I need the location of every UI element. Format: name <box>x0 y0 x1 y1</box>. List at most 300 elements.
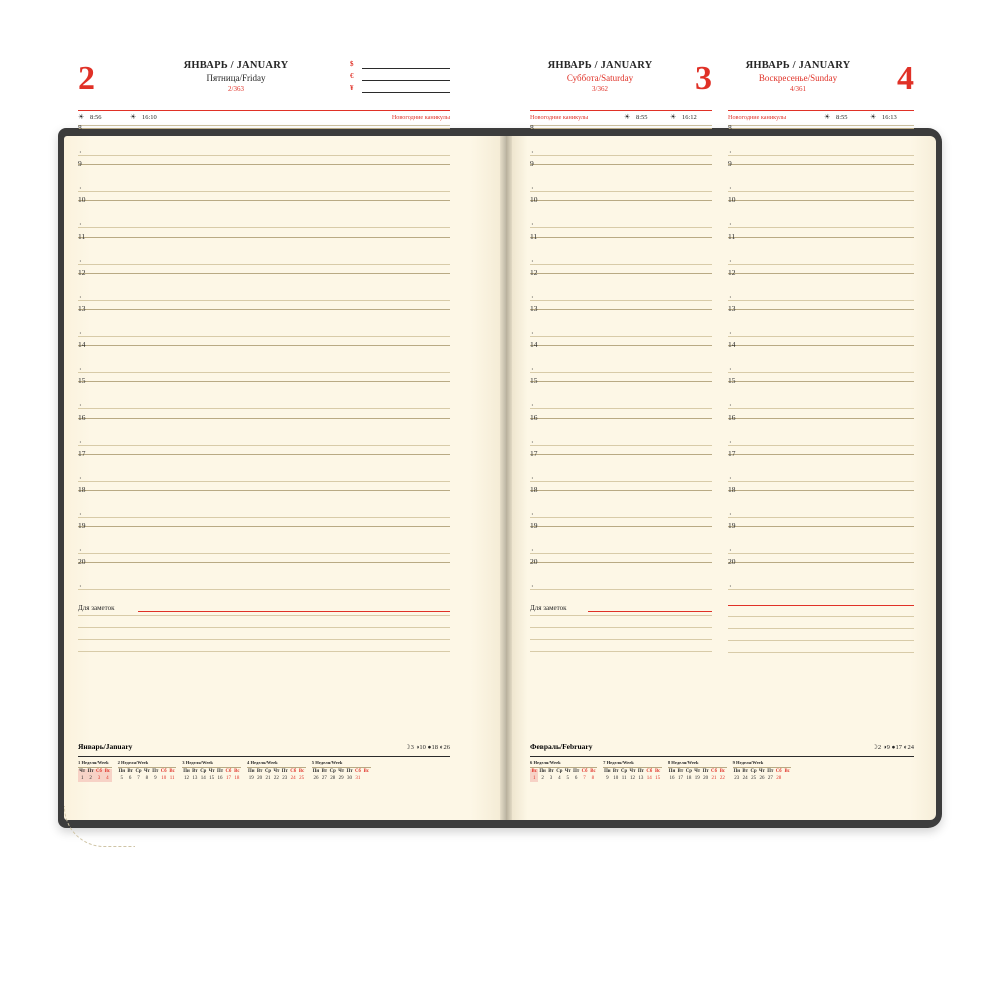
notes-block-2[interactable] <box>78 604 450 663</box>
half-hour-row[interactable] <box>728 146 914 164</box>
mini-day[interactable]: 28 <box>776 775 782 781</box>
notes-first-rule <box>728 605 914 606</box>
mini-day[interactable]: 1 <box>78 776 86 783</box>
hour-row[interactable] <box>728 376 914 399</box>
hour-label: 19 <box>78 521 86 531</box>
hour-row[interactable] <box>728 412 914 436</box>
half-hour-row[interactable] <box>78 508 450 526</box>
mini-day[interactable]: 10 <box>613 775 619 781</box>
notes-line[interactable] <box>728 628 914 640</box>
mini-dow: Вт <box>256 769 263 774</box>
hour-label: 20 <box>78 557 86 567</box>
half-hour-row[interactable] <box>728 472 914 490</box>
hour-label: 13 <box>728 303 736 313</box>
mini-day[interactable]: 26 <box>313 775 319 781</box>
sun-times-row-2 <box>78 111 450 125</box>
mini-calendar-week[interactable] <box>247 760 306 782</box>
mini-day[interactable]: 15 <box>209 775 215 781</box>
hour-label: 17 <box>530 448 538 458</box>
half-hour-row[interactable] <box>530 580 712 598</box>
hour-row[interactable] <box>728 231 914 255</box>
half-hour-dot: · <box>531 256 534 266</box>
mini-dow: Пн <box>118 769 125 774</box>
half-hour-rule <box>530 589 712 590</box>
mini-dow: Пт <box>637 769 644 774</box>
half-hour-row[interactable] <box>78 472 450 490</box>
week-label: 1 Неделя/Week <box>78 760 112 768</box>
half-hour-rule <box>530 264 712 265</box>
hour-row[interactable] <box>530 267 712 291</box>
mini-dow: Пт <box>346 769 353 774</box>
half-hour-dot: · <box>531 184 534 194</box>
mini-day[interactable]: 30 <box>347 775 353 781</box>
half-hour-rule <box>530 517 712 518</box>
hour-row[interactable] <box>78 303 450 327</box>
half-hour-row[interactable] <box>530 544 712 562</box>
mini-calendar-table <box>182 769 241 782</box>
half-hour-rule <box>78 589 450 590</box>
hour-row[interactable] <box>728 159 914 182</box>
half-hour-row[interactable] <box>78 291 450 309</box>
half-hour-rule <box>78 191 450 192</box>
sun-times-row-4 <box>728 111 914 125</box>
half-hour-row[interactable] <box>78 255 450 273</box>
hour-rule <box>78 381 450 382</box>
mini-day[interactable]: 1 <box>530 776 538 783</box>
hour-rule <box>530 526 712 527</box>
hour-row[interactable] <box>78 521 450 544</box>
hour-row[interactable] <box>728 448 914 472</box>
half-hour-row[interactable] <box>78 363 450 381</box>
hour-rule <box>530 273 712 274</box>
half-hour-row[interactable] <box>728 436 914 454</box>
notes-label: Для заметок <box>78 604 115 613</box>
hour-rule <box>728 562 914 563</box>
footer-month-title: Январь/January <box>78 742 133 751</box>
mini-dow: Чт <box>143 769 150 774</box>
half-hour-dot: · <box>531 220 534 230</box>
half-hour-row[interactable] <box>530 399 712 417</box>
half-hour-rule <box>728 445 914 446</box>
half-hour-dot: · <box>79 292 82 302</box>
hour-rule <box>78 200 450 201</box>
mini-day[interactable]: 8 <box>591 775 595 781</box>
notes-line[interactable] <box>78 639 450 651</box>
sun-row-divider <box>78 125 450 126</box>
week-label: 8 Неделя/Week <box>668 760 727 768</box>
half-hour-row[interactable] <box>530 436 712 454</box>
mini-dow: Пт <box>767 769 774 774</box>
mini-day[interactable]: 24 <box>290 775 296 781</box>
notes-line[interactable] <box>78 627 450 639</box>
half-hour-dot: · <box>79 365 82 375</box>
mini-day[interactable]: 23 <box>734 775 740 781</box>
mini-day[interactable]: 6 <box>574 775 578 781</box>
mini-dow: Ср <box>750 769 757 774</box>
holiday-note: Новогодние каникулы <box>391 114 450 121</box>
mini-dow: Вс <box>104 769 111 774</box>
half-hour-row[interactable] <box>728 291 914 309</box>
hour-grid-3[interactable] <box>530 123 712 598</box>
mini-calendar-week[interactable] <box>603 760 662 782</box>
mini-dow: Ср <box>264 769 272 774</box>
half-hour-rule <box>728 481 914 482</box>
half-hour-row[interactable] <box>728 363 914 381</box>
mini-dow: Сб <box>775 769 782 774</box>
half-hour-row[interactable] <box>78 146 450 164</box>
mini-day[interactable]: 24 <box>742 775 748 781</box>
half-hour-rule <box>78 155 450 156</box>
weekday-label: Пятница/Friday <box>206 73 266 83</box>
currency-symbol-yen: ¥ <box>350 84 354 92</box>
half-hour-row[interactable] <box>728 399 914 417</box>
mini-day[interactable]: 9 <box>606 775 609 781</box>
half-hour-dot: · <box>79 437 82 447</box>
mini-day[interactable]: 16 <box>217 775 223 781</box>
mini-dow: Чт <box>629 769 636 774</box>
mini-day[interactable]: 14 <box>200 775 206 781</box>
mini-day[interactable]: 3 <box>549 775 553 781</box>
mini-dow: Ср <box>556 769 563 774</box>
hour-rule <box>530 309 712 310</box>
mini-calendar-week[interactable] <box>530 760 597 782</box>
mini-day[interactable]: 19 <box>248 775 254 781</box>
mini-day[interactable]: 26 <box>759 775 765 781</box>
half-hour-row[interactable] <box>78 399 450 417</box>
hour-rule <box>78 418 450 419</box>
mini-day[interactable]: 10 <box>161 775 167 781</box>
notes-first-rule <box>588 611 712 612</box>
book-spine <box>500 136 512 820</box>
hour-row[interactable] <box>728 557 914 580</box>
half-hour-dot: · <box>729 220 732 230</box>
hour-rule <box>530 418 712 419</box>
mini-day[interactable]: 2 <box>86 776 94 783</box>
mini-day[interactable]: 2 <box>541 775 544 781</box>
sunset-time: 16:12 <box>682 114 697 121</box>
mini-day[interactable]: 21 <box>265 775 271 781</box>
sunset-time: 16:13 <box>882 114 897 121</box>
mini-day[interactable] <box>783 776 791 783</box>
hour-rule <box>78 237 450 238</box>
half-hour-dot: · <box>531 292 534 302</box>
hour-grid-2[interactable] <box>78 123 450 598</box>
hour-row[interactable] <box>530 484 712 508</box>
currency-row-yen[interactable] <box>350 84 450 96</box>
notes-line[interactable] <box>530 639 712 651</box>
mini-calendar-row-january[interactable] <box>78 760 450 782</box>
hour-label: 15 <box>728 376 736 386</box>
half-hour-row[interactable] <box>728 508 914 526</box>
day-of-year: 3/362 <box>592 85 608 93</box>
mini-dow: Сб <box>290 769 297 774</box>
mini-dow: Вс <box>234 769 240 774</box>
hour-rule <box>728 381 914 382</box>
mini-day[interactable]: 27 <box>767 775 773 781</box>
mini-day[interactable]: 23 <box>282 775 288 781</box>
mini-day[interactable]: 14 <box>646 775 652 781</box>
mini-day[interactable]: 9 <box>154 775 157 781</box>
mini-day[interactable]: 31 <box>355 775 361 781</box>
half-hour-row[interactable] <box>78 580 450 598</box>
notes-line[interactable] <box>530 627 712 639</box>
hour-row[interactable] <box>78 448 450 472</box>
half-hour-rule <box>728 191 914 192</box>
half-hour-row[interactable] <box>728 218 914 236</box>
mini-day[interactable]: 28 <box>330 775 336 781</box>
half-hour-row[interactable] <box>530 363 712 381</box>
hour-row[interactable] <box>530 340 712 363</box>
mini-day[interactable]: 4 <box>103 776 111 783</box>
mini-dow: Пт <box>702 769 709 774</box>
sunset-icon: ☀ <box>130 113 137 121</box>
hour-row[interactable] <box>78 412 450 436</box>
currency-writing-line[interactable] <box>362 92 450 93</box>
holiday-note: Новогодние каникулы <box>530 114 589 121</box>
half-hour-row[interactable] <box>78 436 450 454</box>
hour-row[interactable] <box>78 123 450 146</box>
mini-day[interactable]: 3 <box>95 776 103 783</box>
mini-day[interactable]: 13 <box>192 775 198 781</box>
notes-line[interactable] <box>530 651 712 663</box>
hour-row[interactable] <box>728 484 914 508</box>
half-hour-dot: · <box>79 473 82 483</box>
half-hour-rule <box>728 517 914 518</box>
hour-row[interactable] <box>530 376 712 399</box>
hour-row[interactable] <box>78 376 450 399</box>
footer-month-title: Февраль/February <box>530 742 593 751</box>
hour-row[interactable] <box>78 340 450 363</box>
hour-row[interactable] <box>78 195 450 218</box>
hour-row[interactable] <box>728 303 914 327</box>
mini-day[interactable]: 11 <box>621 775 627 781</box>
mini-day[interactable]: 20 <box>257 775 263 781</box>
mini-day[interactable]: 6 <box>128 775 132 781</box>
sunrise-time: 8:55 <box>836 114 848 121</box>
half-hour-row[interactable] <box>728 580 914 598</box>
day-column-2[interactable] <box>78 60 450 663</box>
half-hour-row[interactable] <box>530 327 712 345</box>
mini-day[interactable]: 11 <box>169 775 175 781</box>
half-hour-rule <box>530 481 712 482</box>
mini-calendar-week[interactable] <box>668 760 727 782</box>
mini-calendar-week[interactable] <box>733 760 792 782</box>
half-hour-rule <box>78 553 450 554</box>
half-hour-rule <box>78 481 450 482</box>
mini-calendar-week[interactable] <box>78 760 112 782</box>
mini-day[interactable]: 7 <box>583 775 586 781</box>
hour-row[interactable] <box>530 123 712 146</box>
hour-label: 10 <box>530 195 538 205</box>
notes-first-rule <box>138 611 450 612</box>
mini-day[interactable]: 20 <box>703 775 709 781</box>
hour-row[interactable] <box>728 521 914 544</box>
mini-day[interactable]: 8 <box>145 775 149 781</box>
mini-dow: Сб <box>711 769 717 774</box>
hour-rule <box>728 309 914 310</box>
mini-day[interactable]: 21 <box>711 775 717 781</box>
hour-label: 20 <box>530 557 538 567</box>
mini-day[interactable]: 22 <box>273 775 279 781</box>
mini-day[interactable]: 13 <box>638 775 644 781</box>
half-hour-row[interactable] <box>78 544 450 562</box>
mini-calendar-week[interactable] <box>118 760 177 782</box>
mini-day[interactable]: 17 <box>677 775 683 781</box>
mini-day[interactable]: 19 <box>694 775 700 781</box>
half-hour-row[interactable] <box>530 508 712 526</box>
currency-writing-line[interactable] <box>362 80 450 81</box>
mini-day[interactable]: 16 <box>669 775 675 781</box>
mini-day[interactable]: 27 <box>321 775 327 781</box>
mini-day[interactable]: 5 <box>566 775 569 781</box>
hour-label: 14 <box>728 340 736 350</box>
half-hour-rule <box>78 264 450 265</box>
hour-row[interactable] <box>530 231 712 255</box>
mini-calendar-row-february[interactable] <box>530 760 914 782</box>
day-number: 3 <box>695 60 712 97</box>
mini-day[interactable]: 22 <box>719 775 725 781</box>
notes-label: Для заметок <box>530 604 567 613</box>
half-hour-dot: · <box>729 582 732 592</box>
hour-rule <box>530 128 712 129</box>
mini-day[interactable]: 18 <box>686 775 692 781</box>
half-hour-row[interactable] <box>530 146 712 164</box>
day-column-3[interactable] <box>530 60 712 663</box>
hour-row[interactable] <box>78 231 450 255</box>
mini-day[interactable]: 25 <box>299 775 305 781</box>
half-hour-dot: · <box>729 546 732 556</box>
half-hour-rule <box>728 264 914 265</box>
notes-line[interactable] <box>78 651 450 663</box>
mini-day[interactable]: 12 <box>629 775 635 781</box>
notes-line[interactable] <box>530 615 712 627</box>
notes-line[interactable] <box>728 652 914 664</box>
hour-row[interactable] <box>530 412 712 436</box>
hour-grid-4[interactable] <box>728 123 914 598</box>
hour-label: 10 <box>78 195 86 205</box>
mini-day[interactable]: 7 <box>137 775 140 781</box>
hour-label: 16 <box>78 412 86 422</box>
hour-row[interactable] <box>530 195 712 218</box>
hour-row[interactable] <box>530 521 712 544</box>
hour-label: 13 <box>530 303 538 313</box>
day-column-4[interactable] <box>728 60 914 664</box>
mini-day[interactable]: 12 <box>183 775 189 781</box>
currency-writing-line[interactable] <box>362 68 450 69</box>
half-hour-row[interactable] <box>728 544 914 562</box>
currency-row-usd[interactable] <box>350 60 450 72</box>
mini-day[interactable]: 5 <box>120 775 123 781</box>
half-hour-row[interactable] <box>728 255 914 273</box>
mini-dow: Вт <box>548 769 554 774</box>
half-hour-row[interactable] <box>530 291 712 309</box>
hour-rule <box>728 454 914 455</box>
hour-row[interactable] <box>530 303 712 327</box>
hour-rule <box>728 200 914 201</box>
half-hour-row[interactable] <box>78 327 450 345</box>
hour-row[interactable] <box>530 448 712 472</box>
mini-day[interactable]: 29 <box>338 775 344 781</box>
sunrise-time: 8:55 <box>636 114 648 121</box>
mini-day[interactable]: 15 <box>655 775 661 781</box>
notes-line[interactable] <box>728 616 914 628</box>
hour-row[interactable] <box>728 123 914 146</box>
mini-dow: Сб <box>96 769 102 774</box>
half-hour-rule <box>78 300 450 301</box>
half-hour-dot: · <box>531 546 534 556</box>
mini-day[interactable]: 17 <box>225 775 231 781</box>
hour-row[interactable] <box>78 267 450 291</box>
mini-dow: Пн <box>183 769 190 774</box>
hour-label: 15 <box>78 376 86 386</box>
hour-label: 11 <box>728 231 736 241</box>
mini-day[interactable] <box>362 776 370 783</box>
half-hour-dot: · <box>79 148 82 158</box>
half-hour-row[interactable] <box>78 218 450 236</box>
half-hour-rule <box>78 372 450 373</box>
mini-day[interactable]: 18 <box>234 775 240 781</box>
hour-rule <box>530 164 712 165</box>
hour-rule <box>728 490 914 491</box>
half-hour-rule <box>530 372 712 373</box>
currency-row-eur[interactable] <box>350 72 450 84</box>
notes-line[interactable] <box>78 615 450 627</box>
hour-row[interactable] <box>78 159 450 182</box>
notes-block-3[interactable] <box>530 604 712 663</box>
hour-row[interactable] <box>728 195 914 218</box>
half-hour-row[interactable] <box>530 255 712 273</box>
currency-box[interactable] <box>350 60 450 96</box>
hour-row[interactable] <box>530 159 712 182</box>
mini-dow: Вс <box>784 769 790 774</box>
hour-row[interactable] <box>530 557 712 580</box>
mini-dow: Ср <box>685 769 692 774</box>
mini-day[interactable]: 25 <box>751 775 757 781</box>
hour-rule <box>530 345 712 346</box>
half-hour-rule <box>530 408 712 409</box>
half-hour-row[interactable] <box>728 327 914 345</box>
mini-dow: Пт <box>573 769 580 774</box>
hour-rule <box>728 237 914 238</box>
half-hour-row[interactable] <box>530 182 712 200</box>
weekday-label: Воскресенье/Sunday <box>758 73 838 83</box>
hour-row[interactable] <box>78 557 450 580</box>
half-hour-dot: · <box>531 582 534 592</box>
notes-block-4[interactable] <box>728 605 914 664</box>
hour-label: 8 <box>530 123 534 132</box>
sunrise-icon: ☀ <box>824 113 831 121</box>
half-hour-row[interactable] <box>530 472 712 490</box>
notes-line[interactable] <box>728 640 914 652</box>
half-hour-row[interactable] <box>530 218 712 236</box>
half-hour-row[interactable] <box>728 182 914 200</box>
mini-calendar-week[interactable] <box>182 760 241 782</box>
mini-dow: Вс <box>363 769 369 774</box>
hour-rule <box>78 273 450 274</box>
hour-row[interactable] <box>728 267 914 291</box>
mini-dow: Вс <box>719 769 726 774</box>
half-hour-row[interactable] <box>78 182 450 200</box>
mini-day[interactable]: 4 <box>558 775 561 781</box>
half-hour-dot: · <box>729 292 732 302</box>
hour-label: 19 <box>530 521 538 531</box>
half-hour-rule <box>530 155 712 156</box>
half-hour-dot: · <box>729 401 732 411</box>
hour-row[interactable] <box>78 484 450 508</box>
mini-calendar-week[interactable] <box>312 760 371 782</box>
mini-dow: Вс <box>169 769 175 774</box>
hour-row[interactable] <box>728 340 914 363</box>
